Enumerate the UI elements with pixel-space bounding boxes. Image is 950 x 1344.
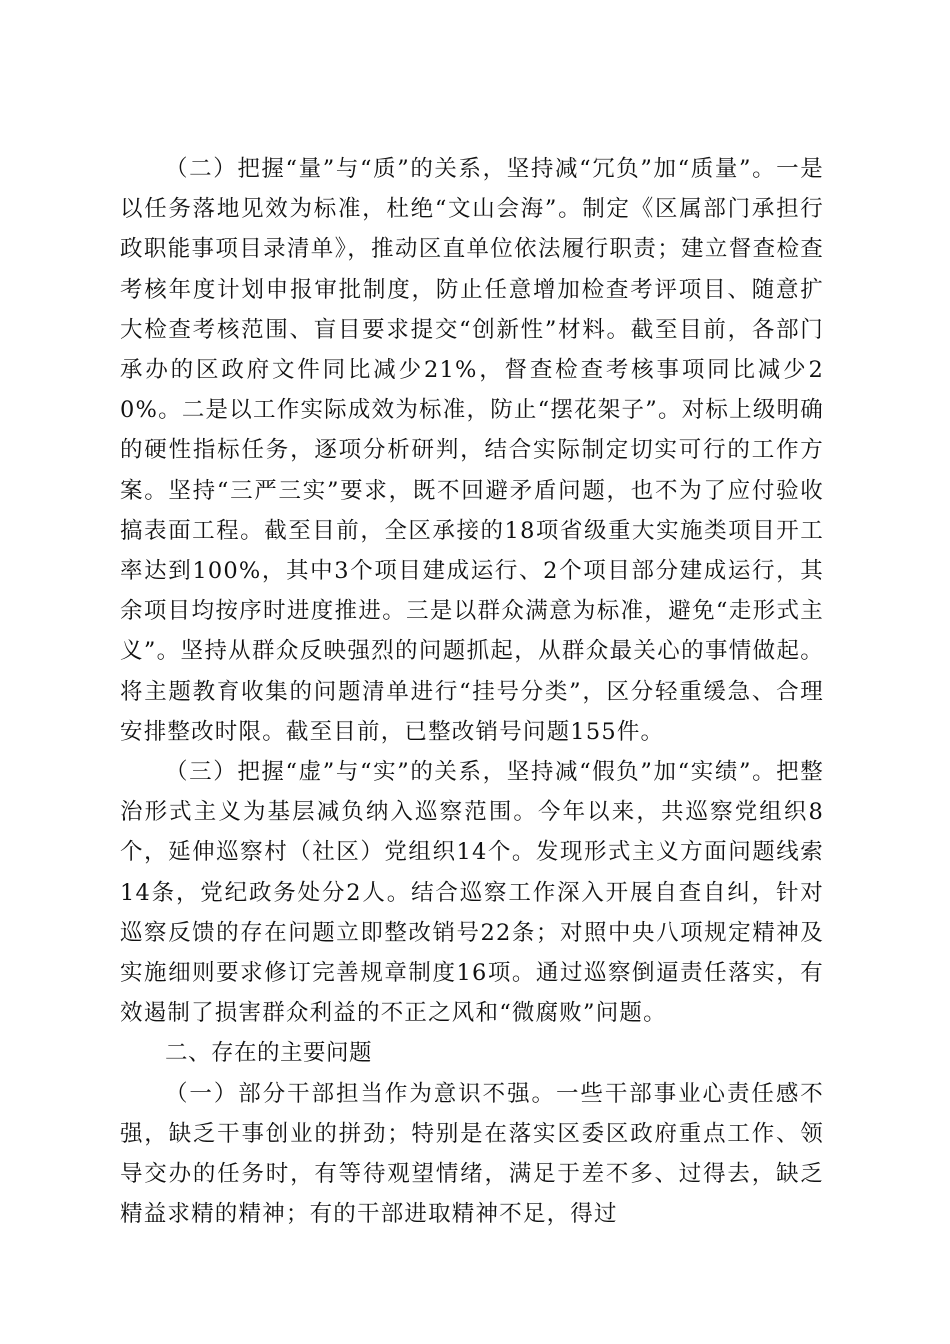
section-heading-main-problems: 二、存在的主要问题: [165, 1040, 373, 1067]
document-body: [120, 149, 824, 1234]
paragraph-virtual-real: （三）把握“虚”与“实”的关系，坚持减“假负”加“实绩”。把整治形式主义为基层减负纳入巡察范围。今年以来，共巡察党组织8个，延伸巡察村（社区）党组织14个。发现形式主义方面问题线索14条，党纪政务处分2人。结合巡察工作深入开展自查自纠，针对巡察反馈的存在问题立即整改销号22条；对照中央八项规定精神及实施细则要求修订完善规章制度16项。通过巡察倒逼责任落实，有效遏制了损害群众利益的不正之风和“微腐败”问题。: [120, 759, 824, 1027]
paragraph-quantity-quality: （二）把握“量”与“质”的关系，坚持减“冗负”加“质量”。一是以任务落地见效为标准，杜绝“文山会海”。制定《区属部门承担行政职能事项目录清单》，推动区直单位依法履行职责；建立督查检查考核年度计划申报审批制度，防止任意增加检查考评项目、随意扩大检查考核范围、盲目要求提交“创新性”材料。截至目前，各部门承办的区政府文件同比减少21%，督查检查考核事项同比减少20%。二是以工作实际成效为标准，防止“摆花架子”。对标上级明确的硬性指标任务，逐项分析研判，结合实际制定切实可行的工作方案。坚持“三严三实”要求，既不回避矛盾问题，也不为了应付验收搞表面工程。截至目前，全区承接的18项省级重大实施类项目开工率达到100%，其中3个项目建成运行、2个项目部分建成运行，其余项目均按序时进度推进。三是以群众满意为标准，避免“走形式主义”。坚持从群众反映强烈的问题抓起，从群众最关心的事情做起。将主题教育收集的问题清单进行“挂号分类”，区分轻重缓急、合理安排整改时限。截至目前，已整改销号问题155件。: [120, 156, 824, 745]
paragraph-cadre-responsibility: （一）部分干部担当作为意识不强。一些干部事业心责任感不强，缺乏干事创业的拼劲；特别是在落实区委区政府重点工作、领导交办的任务时，有等待观望情绪，满足于差不多、过得去，缺乏精益求精的精神；有的干部进取精神不足，得过: [120, 1080, 824, 1228]
